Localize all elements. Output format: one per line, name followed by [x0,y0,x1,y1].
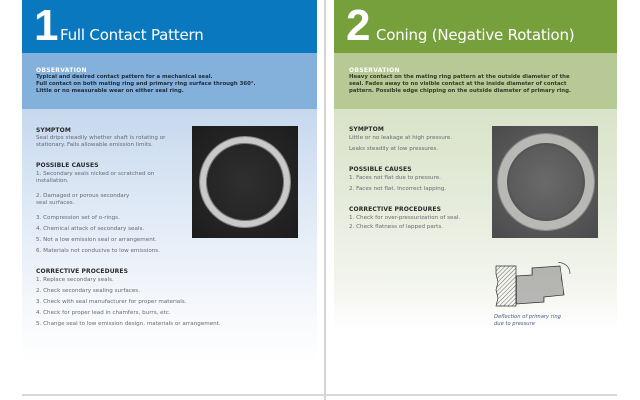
symptom-text [36,135,196,149]
panel-title: Full Contact Pattern [60,26,204,44]
procedure-item: 2. Check secondary sealing surfaces. [36,288,140,294]
cause-item: 1. Faces not flat due to pressure. [349,175,441,181]
cause-item: 2. Faces not flat. Incorrect lapping. [349,186,447,192]
cause-item: 4. Chemical attack of secondary seals. [36,226,145,232]
seal-ring-image [498,134,594,230]
panel-number: 2 [346,1,371,50]
observation-line: pattern. Possible edge chipping on the outside diameter of primary ring. [349,88,571,94]
ring-deflection-diagram [492,262,602,312]
coned-seal-ring-photo [492,126,598,238]
panel-number: 1 [34,1,59,50]
symptom-line: Seal drips steadily whether shaft is rotating or [36,135,166,141]
cause-item: 6. Materials not conducive to low emissions. [36,248,160,254]
observation-heading: OBSERVATION [349,67,400,74]
symptom-line: stationary. Fails allowable emission limits. [36,142,153,148]
caption-line: due to pressure [494,321,535,327]
diagram-caption [494,314,561,328]
panel-header [22,0,317,53]
causes-heading: POSSIBLE CAUSES [36,162,99,169]
procedure-item: 5. Change seal to low emission design, materials or arrangement. [36,321,221,327]
panel-coning-negative-rotation [334,0,617,330]
observation-heading: OBSERVATION [36,67,87,74]
observation-line: Little or no measurable wear on either seal ring. [36,88,184,94]
observation-band [22,53,317,109]
observation-line: Full contact on both mating ring and primary ring surface through 360°. [36,81,256,87]
procedure-item: 4. Check for proper lead in chamfers, burrs, etc. [36,310,171,316]
mating-ring-section [496,266,516,306]
observation-text [349,74,611,95]
panel-full-contact-pattern [22,0,317,362]
symptom-line: Little or no leakage at high pressure. [349,135,453,141]
observation-line: Heavy contact on the mating ring pattern at the outside diameter of the [349,74,570,80]
procedures-heading: CORRECTIVE PROCEDURES [36,268,129,275]
observation-line: Typical and desired contact pattern for a mechanical seal. [36,74,213,80]
procedures-heading: CORRECTIVE PROCEDURES [349,206,442,213]
panel-title: Coning (Negative Rotation) [376,26,575,44]
symptom-heading: SYMPTOM [36,127,71,134]
cause-item: 5. Not a low emission seal or arrangement. [36,237,157,243]
procedure-item: 1. Replace secondary seals. [36,277,114,283]
primary-ring-section [516,266,564,304]
symptom-heading: SYMPTOM [349,126,384,133]
causes-heading: POSSIBLE CAUSES [349,166,412,173]
cause-item: 1. Secondary seals nicked or scratched on installation. [36,171,155,184]
observation-band [334,53,617,109]
symptom-line: Leaks steadily at low pressures. [349,146,439,152]
caption-line: Deflection of primary ring [494,314,561,320]
seal-ring-image [200,137,290,227]
observation-line: seal. Fades away to no visible contact at the inside diameter of contact [349,81,567,87]
page-divider [324,0,326,400]
procedure-item: 1. Check for over-pressurization of seal. [349,215,461,221]
cause-item: 3. Compression set of o-rings. [36,215,120,221]
procedure-item: 2. Check flatness of lapped parts. [349,224,444,230]
bottom-rule [22,394,617,396]
procedure-item: 3. Check with seal manufacturer for proper materials. [36,299,187,305]
observation-text [36,74,306,95]
panel-header [334,0,617,53]
seal-ring-photo [192,126,298,238]
cause-item: 2. Damaged or porous secondary seal surfaces. [36,193,130,206]
